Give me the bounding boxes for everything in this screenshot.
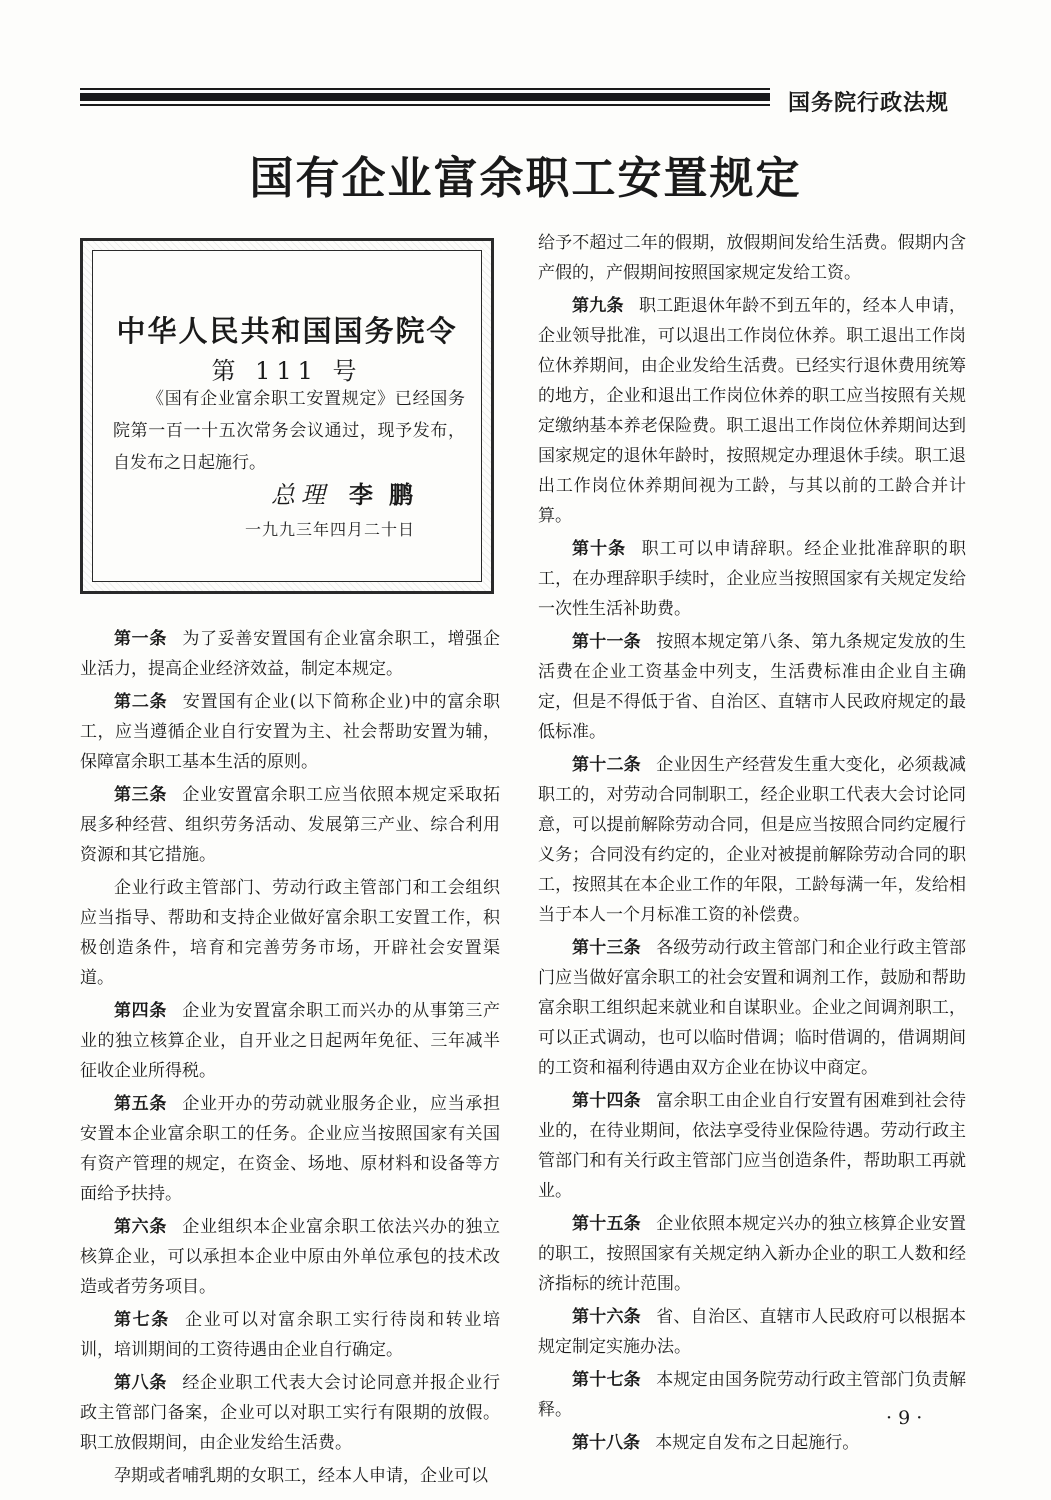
article-label: 第十四条 — [572, 1091, 641, 1111]
article-paragraph — [538, 750, 966, 930]
article-paragraph — [538, 1086, 966, 1206]
article-label: 第八条 — [114, 1373, 168, 1393]
article-label: 第十一条 — [572, 632, 641, 652]
article-text: 企业安置富余职工应当依照本规定采取拓展多种经营、组织劳务活动、发展第三产业、综合利用资源和其它措施。 — [80, 785, 501, 865]
article-text: 富余职工由企业自行安置有困难到社会待业的，在待业期间，依法享受待业保险待遇。劳动行政主管部门和有关行政主管部门应当创造条件，帮助职工再就业。 — [538, 1091, 967, 1201]
article-label: 第四条 — [114, 1001, 168, 1021]
signer-role: 总理 — [271, 481, 331, 509]
header-rule — [80, 88, 770, 110]
article-paragraph — [80, 1305, 500, 1365]
article-label: 第二条 — [114, 692, 168, 712]
article-label: 第十八条 — [572, 1433, 640, 1453]
article-paragraph — [80, 873, 500, 993]
right-column — [538, 228, 966, 1461]
article-text: 企业可以对富余职工实行待岗和转业培训，培训期间的工资待遇由企业自行确定。 — [80, 1310, 501, 1360]
decree-number: 第 111 号 — [211, 357, 363, 385]
article-paragraph — [80, 687, 500, 777]
decree-body: 《国有企业富余职工安置规定》已经国务院第一百一十五次常务会议通过，现予发布，自发布之日起施行。 — [113, 389, 465, 473]
article-paragraph — [80, 1089, 500, 1209]
article-paragraph — [538, 228, 966, 288]
article-text: 经企业职工代表大会讨论同意并报企业行政主管部门备案，企业可以对职工实行有限期的放假。职工放假期间，由企业发给生活费。 — [80, 1373, 501, 1453]
article-text: 企业为安置富余职工而兴办的从事第三产业的独立核算企业，自开业之日起两年免征、三年减半征收企业所得税。 — [80, 1001, 501, 1081]
article-text: 职工可以申请辞职。经企业批准辞职的职工，在办理辞职手续时，企业应当按照国家有关规定发给一次性生活补助费。 — [538, 539, 967, 619]
decree-org: 中华人民共和国国务院令 — [116, 314, 458, 348]
article-paragraph — [538, 933, 966, 1083]
article-text: 省、自治区、直辖市人民政府可以根据本规定制定实施办法。 — [538, 1307, 967, 1357]
article-paragraph — [538, 1209, 966, 1299]
article-text: 企业开办的劳动就业服务企业，应当承担安置本企业富余职工的任务。企业应当按照国家有关国有资产管理的规定，在资金、场地、原材料和设备等方面给予扶持。 — [80, 1094, 501, 1204]
article-text: 职工距退休年龄不到五年的，经本人申请，企业领导批准，可以退出工作岗位休养。职工退出工作岗位休养期间，由企业发给生活费。已经实行退休费用统筹的地方，企业和退出工作岗位休养的职工应当按照有关规定缴纳基本养老保险费。职工退出工作岗位休养期间达到国家规定的退休年龄时，按照规定办理退休手续。职工退出工作岗位休养期间视为工龄，与其以前的工龄合并计算。 — [538, 296, 966, 526]
article-paragraph — [80, 624, 500, 684]
article-text: 本规定由国务院劳动行政主管部门负责解释。 — [538, 1370, 967, 1420]
decree-inner — [92, 250, 482, 582]
article-paragraph — [538, 1428, 966, 1458]
article-paragraph — [538, 534, 966, 624]
article-text: 各级劳动行政主管部门和企业行政主管部门应当做好富余职工的社会安置和调剂工作，鼓励和帮助富余职工组织起来就业和自谋职业。企业之间调剂职工，可以正式调动，也可以临时借调；临时借调的，借调期间的工资和福利待遇由双方企业在协议中商定。 — [538, 938, 967, 1078]
article-label: 第十条 — [572, 539, 627, 559]
article-text: 企业因生产经营发生重大变化，必须裁减职工的，对劳动合同制职工，经企业职工代表大会讨论同意，可以提前解除劳动合同，但是应当按照合同约定履行义务；合同没有约定的，企业对被提前解除劳动合同的职工，按照其在本企业工作的年限，工龄每满一年，发给相当于本人一个月标准工资的补偿费。 — [538, 755, 967, 925]
page-title: 国有企业富余职工安置规定 — [249, 153, 802, 204]
article-label: 第五条 — [114, 1094, 168, 1114]
article-paragraph — [80, 1461, 500, 1491]
decree-signer — [271, 475, 429, 510]
decree-box — [80, 238, 494, 594]
article-text: 企业组织本企业富余职工依法兴办的独立核算企业，可以承担本企业中原由外单位承包的技术改造或者劳务项目。 — [80, 1217, 501, 1297]
article-text: 企业行政主管部门、劳动行政主管部门和工会组织应当指导、帮助和支持企业做好富余职工安置工作，积极创造条件，培育和完善劳务市场，开辟社会安置渠道。 — [80, 878, 500, 988]
article-paragraph — [538, 291, 966, 531]
article-text: 按照本规定第八条、第九条规定发放的生活费在企业工资基金中列支，生活费标准由企业自主确定，但是不得低于省、自治区、直辖市人民政府规定的最低标准。 — [538, 632, 967, 742]
article-label: 第十五条 — [572, 1214, 641, 1234]
article-label: 第十六条 — [572, 1307, 641, 1327]
article-label: 第七条 — [114, 1310, 170, 1330]
article-label: 第三条 — [114, 785, 168, 805]
section-label: 国务院行政法规 — [788, 91, 950, 116]
article-paragraph — [80, 1212, 500, 1302]
article-label: 第六条 — [114, 1217, 168, 1237]
article-paragraph — [538, 1302, 966, 1362]
article-text: 本规定自发布之日起施行。 — [655, 1433, 860, 1453]
article-label: 第十三条 — [572, 938, 641, 958]
article-text: 给予不超过二年的假期，放假期间发给生活费。假期内含产假的，产假期间按照国家规定发给工资。 — [538, 233, 966, 283]
article-text: 企业依照本规定兴办的独立核算企业安置的职工，按照国家有关规定纳入新办企业的职工人数和经济指标的统计范围。 — [538, 1214, 967, 1294]
article-label: 第十二条 — [572, 755, 641, 775]
article-paragraph — [80, 780, 500, 870]
decree-date: 一九九三年四月二十日 — [245, 520, 416, 539]
article-text: 为了妥善安置国有企业富余职工，增强企业活力，提高企业经济效益，制定本规定。 — [80, 629, 501, 679]
page-number: · 9 · — [886, 1407, 923, 1429]
article-paragraph — [80, 1368, 500, 1458]
article-label: 第九条 — [572, 296, 624, 316]
signer-name: 李鹏 — [349, 480, 429, 509]
article-text: 安置国有企业(以下简称企业)中的富余职工，应当遵循企业自行安置为主、社会帮助安置为辅，保障富余职工基本生活的原则。 — [80, 692, 501, 772]
article-label: 第一条 — [114, 629, 168, 649]
article-text: 孕期或者哺乳期的女职工，经本人申请，企业可以 — [114, 1466, 488, 1486]
article-paragraph — [538, 627, 966, 747]
article-label: 第十七条 — [572, 1370, 641, 1390]
left-column — [80, 624, 500, 1494]
article-paragraph — [80, 996, 500, 1086]
